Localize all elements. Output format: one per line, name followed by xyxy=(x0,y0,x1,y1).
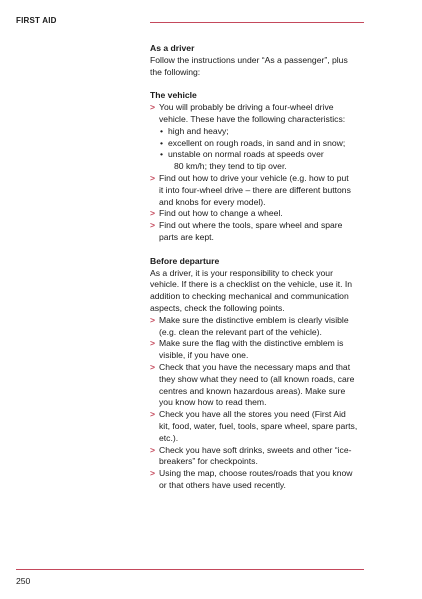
list-item xyxy=(150,445,390,469)
list-item-line: vehicle. These have the following characteristics: xyxy=(159,113,346,124)
list-item xyxy=(150,315,390,339)
as-driver-line-1: Follow the instructions under “As a passenger”, plus xyxy=(150,54,348,65)
chevron-right-icon: > xyxy=(150,338,156,349)
vehicle-sublist xyxy=(159,126,390,173)
list-item xyxy=(150,468,390,492)
list-item-line: or that others have used recently. xyxy=(159,479,286,490)
heading-vehicle: The vehicle xyxy=(150,90,197,101)
departure-intro-line: As a driver, it is your responsibility to check your xyxy=(150,267,333,278)
chevron-right-icon: > xyxy=(150,409,156,420)
bullet-dot-icon: • xyxy=(160,137,164,148)
sub-list-item xyxy=(159,149,390,173)
departure-list xyxy=(150,315,390,492)
sub-item-line: high and heavy; xyxy=(168,125,229,136)
list-item-line: Check you have all the stores you need (First Aid xyxy=(159,409,346,420)
list-item xyxy=(150,409,390,444)
sub-item-line: unstable on normal roads at speeds over xyxy=(168,149,324,160)
chevron-right-icon: > xyxy=(150,102,156,113)
footer-rule xyxy=(16,569,364,570)
list-item-line: visible, if you have one. xyxy=(159,350,249,361)
chevron-right-icon: > xyxy=(150,172,156,183)
chevron-right-icon: > xyxy=(150,208,156,219)
list-item xyxy=(150,362,390,409)
as-driver-line-2: the following: xyxy=(150,66,201,77)
list-item-line: Using the map, choose routes/roads that you know xyxy=(159,468,353,479)
list-item-line: (e.g. clean the relevant part of the vehicle). xyxy=(159,326,322,337)
bullet-dot-icon: • xyxy=(160,125,164,136)
chevron-right-icon: > xyxy=(150,220,156,231)
departure-intro-line: vehicle. If there is a checklist on the vehicle, use it. In xyxy=(150,279,353,290)
header-rule xyxy=(150,22,364,23)
chevron-right-icon: > xyxy=(150,468,156,479)
sub-item-line: excellent on rough roads, in sand and in snow; xyxy=(168,137,346,148)
list-item-line: Make sure the flag with the distinctive emblem is xyxy=(159,338,344,349)
sub-item-line: 80 km/h; they tend to tip over. xyxy=(174,161,287,172)
chevron-right-icon: > xyxy=(150,361,156,372)
list-item-line: kit, food, water, fuel, tools, spare wheel, spare parts, xyxy=(159,420,358,431)
list-item xyxy=(150,338,390,362)
departure-intro-line: addition to checking mechanical and communication xyxy=(150,291,349,302)
departure-intro-line: aspects, check the following points. xyxy=(150,302,285,313)
list-item-line: and knobs for every model). xyxy=(159,196,266,207)
list-item xyxy=(150,220,390,244)
list-item-line: it into four-wheel drive – there are different buttons xyxy=(159,184,351,195)
list-item xyxy=(150,208,390,220)
list-item-line: centres and known hazardous areas). Make sure xyxy=(159,385,346,396)
list-item-line: parts are kept. xyxy=(159,231,214,242)
heading-as-driver: As a driver xyxy=(150,43,195,53)
list-item-line: breakers” for checkpoints. xyxy=(159,456,258,467)
chevron-right-icon: > xyxy=(150,314,156,325)
running-header: FIRST AID xyxy=(16,16,57,25)
list-item-line: you know how to read them. xyxy=(159,397,267,408)
list-item xyxy=(150,102,390,173)
list-item-line: they show what they need to (all known roads, care xyxy=(159,373,355,384)
list-item-line: Find out where the tools, spare wheel and spare xyxy=(159,220,343,231)
list-item xyxy=(150,173,390,208)
heading-before-departure: Before departure xyxy=(150,255,220,266)
chevron-right-icon: > xyxy=(150,444,156,455)
page-number: 250 xyxy=(16,576,31,586)
sub-list-item xyxy=(159,138,390,150)
list-item-line: Check you have soft drinks, sweets and other “ice- xyxy=(159,444,352,455)
list-item-line: Find out how to drive your vehicle (e.g. how to put xyxy=(159,172,349,183)
list-item-line: You will probably be driving a four-wheel drive xyxy=(159,102,334,113)
page-content xyxy=(150,43,390,492)
list-item-line: Check that you have the necessary maps and that xyxy=(159,361,351,372)
list-item-line: Find out how to change a wheel. xyxy=(159,208,283,219)
vehicle-list xyxy=(150,102,390,244)
bullet-dot-icon: • xyxy=(160,149,164,160)
sub-list-item xyxy=(159,126,390,138)
list-item-line: Make sure the distinctive emblem is clearly visible xyxy=(159,314,349,325)
list-item-line: etc.). xyxy=(159,432,179,443)
